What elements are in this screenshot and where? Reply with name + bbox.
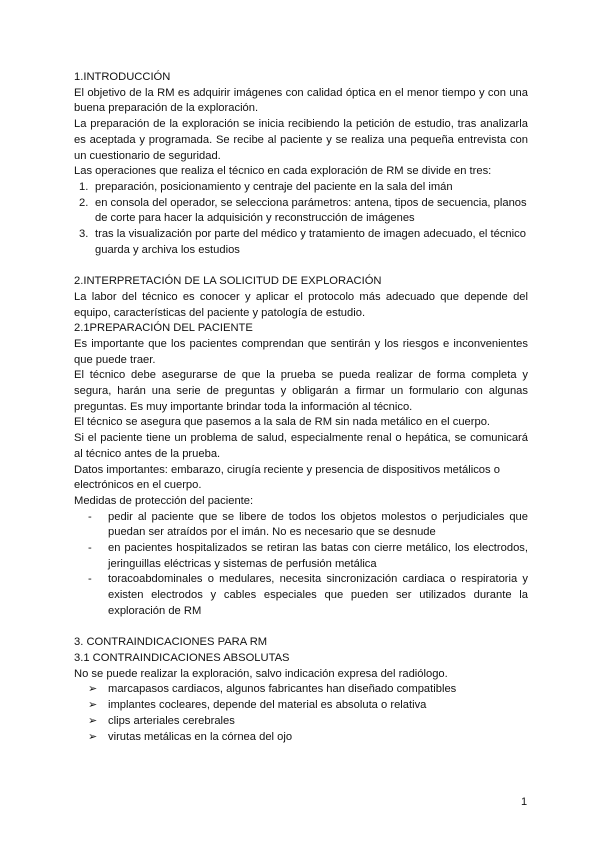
list-item bbox=[74, 180, 528, 196]
list-item bbox=[74, 227, 528, 258]
list-item-text: toracoabdominales o medulares, necesita sincronización cardiaca o respiratoria y existen electrodos y cables especiales que pueden ser utilizados durante la exploración de RM bbox=[108, 573, 528, 617]
arrow-bullet-icon: ➢ bbox=[88, 683, 98, 696]
list-number: 1. bbox=[79, 180, 89, 193]
list-item-text: virutas metálicas en la córnea del ojo bbox=[108, 730, 293, 743]
list-item-text: en pacientes hospitalizados se retiran las batas con cierre metálico, los electrodos, jeringuillas eléctricas y sistemas de perfusión metálica bbox=[108, 542, 528, 570]
list-item bbox=[74, 510, 528, 541]
paragraph: Las operaciones que realiza el técnico en cada exploración de RM se divide en tres: bbox=[74, 165, 492, 178]
list-number: 3. bbox=[79, 228, 89, 241]
paragraph: El objetivo de la RM es adquirir imágenes con calidad óptica en el menor tiempo y con una buena preparación de la exploración. bbox=[74, 86, 528, 115]
section-heading-introduccion: 1.INTRODUCCIÓN bbox=[74, 71, 171, 83]
list-item-text: en consola del operador, se selecciona parámetros: antena, tipos de secuencia, planos de corte para hacer la adquisición y reconstrucción de imágenes bbox=[95, 196, 527, 225]
list-item-text: tras la visualización por parte del médico y tratamiento de imagen adecuado, el técnico guarda y archiva los estudios bbox=[95, 228, 526, 256]
paragraph: Es importante que los pacientes comprendan que sentirán y los riesgos e inconvenientes que puede traer. bbox=[74, 337, 528, 366]
paragraph: El técnico debe asegurarse de que la prueba se pueda realizar de forma completa y segura, harán una serie de preguntas y obligarán a firmar un formulario con algunas preguntas. Es muy importante brindar toda la información al técnico. bbox=[74, 369, 528, 413]
list-item bbox=[74, 682, 528, 698]
subsection-heading-absolutas: 3.1 CONTRAINDICACIONES ABSOLUTAS bbox=[74, 651, 290, 664]
section-heading-contraindicaciones: 3. CONTRAINDICACIONES PARA RM bbox=[74, 636, 268, 649]
section-heading-interpretacion: 2.INTERPRETACIÓN DE LA SOLICITUD DE EXPLORACIÓN bbox=[74, 275, 382, 288]
paragraph: Datos importantes: embarazo, cirugía reciente y presencia de dispositivos metálicos o electrónicos en el cuerpo. bbox=[74, 463, 500, 492]
paragraph: El técnico se asegura que pasemos a la sala de RM sin nada metálico en el cuerpo. bbox=[74, 416, 491, 429]
paragraph: La preparación de la exploración se inicia recibiendo la petición de estudio, tras analizarla es aceptada y programada. Se recibe al paciente y se realiza una pequeña entrevista con un cuestionario de seguridad. bbox=[74, 118, 528, 162]
arrow-bullet-icon: ➢ bbox=[88, 730, 98, 743]
protection-measures-list bbox=[74, 510, 528, 620]
list-item bbox=[74, 196, 528, 227]
document-page bbox=[74, 70, 528, 745]
spacer bbox=[74, 620, 528, 636]
list-item bbox=[74, 714, 528, 730]
list-item-text: implantes cocleares, depende del material es absoluta o relativa bbox=[108, 699, 427, 712]
subsection-heading-preparacion: 2.1PREPARACIÓN DEL PACIENTE bbox=[74, 322, 253, 335]
dash-bullet: - bbox=[88, 573, 92, 586]
dash-bullet: - bbox=[88, 542, 92, 555]
list-item bbox=[74, 730, 528, 746]
list-item-text: clips arteriales cerebrales bbox=[108, 714, 235, 727]
paragraph: Medidas de protección del paciente: bbox=[74, 494, 254, 507]
paragraph: La labor del técnico es conocer y aplicar el protocolo más adecuado que depende del equipo, características del paciente y patología de estudio. bbox=[74, 290, 528, 319]
absolute-contraindications-list bbox=[74, 682, 528, 745]
arrow-bullet-icon: ➢ bbox=[88, 699, 98, 712]
paragraph: No se puede realizar la exploración, salvo indicación expresa del radiólogo. bbox=[74, 667, 448, 680]
dash-bullet: - bbox=[88, 510, 92, 523]
list-item bbox=[74, 698, 528, 714]
arrow-bullet-icon: ➢ bbox=[88, 714, 98, 727]
list-item bbox=[74, 541, 528, 572]
list-number: 2. bbox=[79, 196, 89, 209]
paragraph: Si el paciente tiene un problema de salud, especialmente renal o hepática, se comunicará al técnico antes de la prueba. bbox=[74, 432, 528, 460]
list-item-text: marcapasos cardiacos, algunos fabricantes han diseñado compatibles bbox=[108, 683, 457, 696]
operations-list bbox=[74, 180, 528, 259]
page-number: 1 bbox=[521, 796, 528, 808]
spacer bbox=[74, 258, 528, 274]
list-item-text: preparación, posicionamiento y centraje del paciente en la sala del imán bbox=[95, 180, 453, 193]
list-item bbox=[74, 572, 528, 619]
list-item-text: pedir al paciente que se libere de todos los objetos molestos o perjudiciales que puedan ser atraídos por el imán. No es necesario que se desnude bbox=[108, 510, 528, 539]
